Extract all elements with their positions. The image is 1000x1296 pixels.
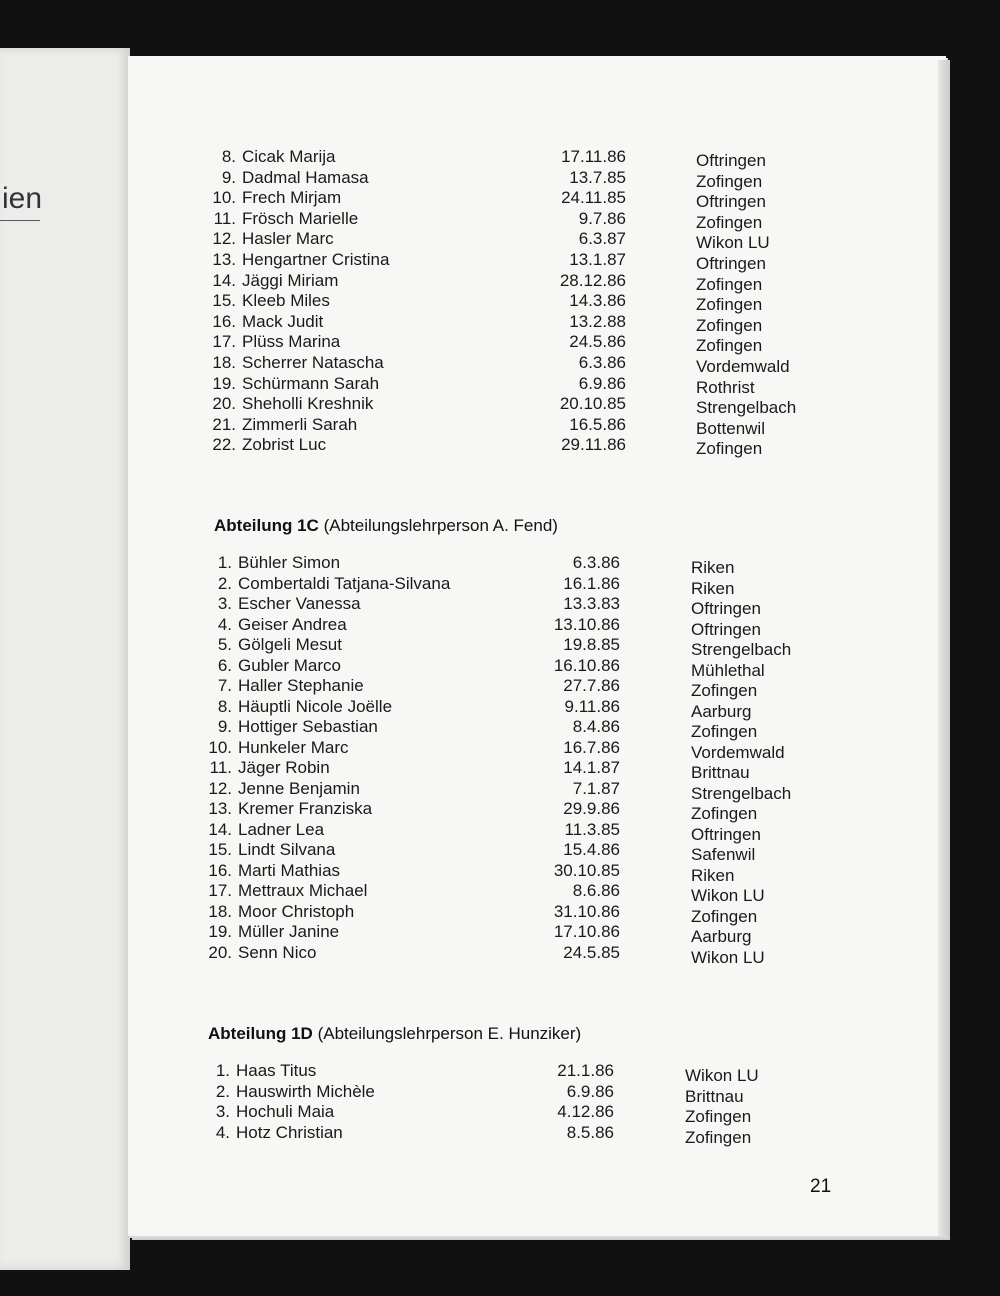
student-name: Hunkeler Marc: [238, 737, 349, 757]
birth-date: 6.3.86: [578, 353, 626, 372]
birth-date: 14.3.86: [569, 291, 626, 311]
table-row: [202, 553, 831, 577]
table-row: [202, 594, 831, 618]
birth-date: 13.2.88: [569, 311, 626, 331]
birth-date: 16.5.86: [569, 414, 626, 434]
student-name: Lindt Silvana: [238, 840, 336, 859]
birth-date: 6.9.86: [566, 1081, 614, 1101]
home-town: Oftringen: [691, 619, 761, 639]
table-row: [202, 676, 831, 700]
birth-date: 17.10.86: [553, 922, 620, 941]
table-row: [202, 778, 831, 803]
birth-date: 29.9.86: [563, 799, 620, 818]
table-row: [202, 840, 831, 864]
table-row: [206, 353, 836, 376]
student-name: Mack Judit: [242, 311, 324, 331]
birth-date: 30.10.85: [553, 860, 620, 880]
section-teacher: (Abteilungslehrperson E. Hunziker): [317, 1024, 582, 1043]
birth-date: 6.9.86: [578, 373, 626, 393]
home-town: Zofingen: [696, 315, 763, 335]
student-name: Cicak Marija: [242, 147, 336, 166]
row-number: 14.: [208, 819, 232, 839]
student-name: Zimmerli Sarah: [242, 414, 358, 434]
table-row: [202, 696, 831, 721]
table-row: [202, 881, 831, 905]
birth-date: 31.10.86: [553, 901, 620, 921]
student-name: Bühler Simon: [238, 553, 341, 572]
student-name: Haller Stephanie: [238, 676, 364, 695]
row-number: 16.: [212, 311, 236, 331]
row-number: 5.: [217, 635, 232, 654]
home-town: Brittnau: [691, 763, 750, 782]
table-row: [202, 860, 831, 885]
home-town: Oftringen: [691, 599, 761, 618]
row-number: 18.: [208, 901, 232, 921]
home-town: Oftringen: [696, 254, 766, 273]
home-town: Riken: [691, 865, 735, 885]
student-name: Scherrer Natascha: [242, 353, 384, 372]
birth-date: 11.3.85: [564, 819, 620, 839]
student-name: Geiser Andrea: [238, 614, 347, 634]
student-name: Haas Titus: [236, 1061, 317, 1080]
table-row: [206, 332, 836, 356]
student-name: Hotz Christian: [236, 1122, 343, 1142]
table-row: [202, 819, 831, 844]
student-name: Dadmal Hamasa: [242, 167, 369, 187]
student-name: Jäger Robin: [238, 758, 330, 777]
table-row: [206, 208, 836, 232]
table-row: [200, 1102, 825, 1127]
home-town: Zofingen: [696, 171, 763, 191]
home-town: Zofingen: [691, 722, 758, 741]
section-heading-1c: [214, 516, 558, 536]
table-row: [206, 270, 836, 294]
birth-date: 19.8.85: [563, 635, 620, 654]
home-town: Brittnau: [685, 1086, 744, 1106]
student-name: Mettraux Michael: [238, 881, 368, 900]
table-row: [202, 717, 831, 741]
row-number: 13.: [212, 250, 236, 269]
home-town: Safenwil: [691, 845, 756, 864]
table-row: [206, 373, 836, 397]
section-heading-1d: [208, 1024, 581, 1044]
row-number: 7.: [217, 676, 232, 695]
student-name: Hauswirth Michèle: [236, 1081, 375, 1101]
home-town: Strengelbach: [696, 398, 797, 418]
table-row: [202, 922, 831, 946]
birth-date: 4.12.86: [557, 1102, 614, 1122]
table-row: [206, 147, 836, 170]
birth-date: 24.5.85: [563, 942, 620, 962]
student-name: Hochuli Maia: [236, 1102, 335, 1122]
birth-date: 13.10.86: [553, 614, 620, 634]
row-number: 10.: [212, 188, 236, 208]
birth-date: 16.7.86: [563, 737, 620, 757]
home-town: Zofingen: [685, 1127, 752, 1147]
student-name: Marti Mathias: [238, 860, 341, 880]
table-row: [206, 188, 836, 212]
row-number: 2.: [215, 1081, 230, 1101]
birth-date: 8.6.86: [572, 881, 620, 900]
home-town: Aarburg: [691, 927, 752, 946]
table-row: [202, 799, 831, 823]
table-row: [202, 942, 831, 967]
row-number: 8.: [221, 147, 236, 166]
table-row: [200, 1122, 825, 1147]
birth-date: 16.1.86: [563, 573, 620, 593]
birth-date: 28.12.86: [559, 270, 626, 290]
table-row: [206, 250, 836, 273]
home-town: Zofingen: [696, 274, 763, 294]
table-row: [202, 737, 831, 762]
home-town: Riken: [691, 558, 735, 577]
birth-date: 7.1.87: [572, 778, 620, 798]
row-number: 20.: [208, 942, 232, 962]
student-name: Jenne Benjamin: [238, 778, 360, 798]
table-row: [206, 414, 836, 438]
previous-page-heading: ien: [2, 182, 43, 215]
home-town: Wikon LU: [696, 233, 770, 253]
section-title: Abteilung 1C: [214, 516, 319, 535]
previous-page-rule: [0, 220, 40, 221]
birth-date: 13.1.87: [569, 250, 626, 269]
birth-date: 6.3.86: [572, 553, 620, 572]
student-name: Jäggi Miriam: [242, 270, 339, 290]
student-name: Hottiger Sebastian: [238, 717, 378, 736]
row-number: 19.: [208, 922, 232, 941]
birth-date: 8.5.86: [566, 1122, 614, 1142]
row-number: 9.: [221, 167, 236, 187]
home-town: Vordemwald: [696, 357, 790, 376]
section-teacher: (Abteilungslehrperson A. Fend): [323, 516, 558, 535]
row-number: 4.: [215, 1122, 230, 1142]
table-row: [206, 229, 836, 253]
row-number: 20.: [212, 394, 236, 414]
birth-date: 24.11.85: [561, 188, 626, 208]
row-number: 17.: [212, 332, 236, 352]
row-number: 16.: [208, 860, 232, 880]
row-number: 1.: [217, 553, 232, 572]
row-number: 3.: [217, 594, 232, 613]
row-number: 15.: [208, 840, 232, 859]
row-number: 12.: [208, 778, 232, 798]
birth-date: 17.11.86: [561, 147, 626, 166]
birth-date: 13.7.85: [569, 167, 626, 187]
student-name: Gubler Marco: [238, 655, 341, 675]
birth-date: 16.10.86: [553, 655, 620, 675]
birth-date: 6.3.87: [578, 229, 626, 249]
home-town: Zofingen: [691, 681, 758, 700]
table-row: [200, 1061, 825, 1085]
table-row: [202, 614, 831, 639]
student-name: Kleeb Miles: [242, 291, 330, 311]
student-name: Combertaldi Tatjana-Silvana: [238, 573, 451, 593]
table-row: [200, 1081, 825, 1106]
page-edge: [938, 60, 948, 1236]
home-town: Strengelbach: [691, 783, 792, 803]
table-row: [206, 291, 836, 315]
student-name: Frösch Marielle: [242, 208, 359, 228]
row-number: 10.: [208, 737, 232, 757]
table-row: [202, 901, 831, 926]
home-town: Oftringen: [696, 151, 766, 170]
home-town: Zofingen: [691, 906, 758, 926]
student-name: Moor Christoph: [238, 901, 355, 921]
student-name: Ladner Lea: [238, 819, 325, 839]
student-name: Frech Mirjam: [242, 188, 342, 208]
birth-date: 20.10.85: [559, 394, 626, 414]
page-number: 21: [810, 1176, 832, 1197]
home-town: Rothrist: [696, 377, 755, 397]
row-number: 13.: [208, 799, 232, 818]
home-town: Zofingen: [685, 1107, 752, 1127]
row-number: 11.: [213, 208, 236, 228]
row-number: 3.: [215, 1102, 230, 1122]
student-name: Kremer Franziska: [238, 799, 373, 818]
previous-page: [0, 48, 130, 1270]
home-town: Zofingen: [696, 439, 763, 459]
student-name: Häuptli Nicole Joëlle: [238, 696, 393, 716]
home-town: Wikon LU: [685, 1066, 759, 1085]
table-row: [206, 394, 836, 418]
table-row: [206, 167, 836, 191]
birth-date: 9.11.86: [564, 696, 620, 716]
student-name: Escher Vanessa: [238, 594, 361, 613]
row-number: 4.: [217, 614, 232, 634]
student-name: Plüss Marina: [242, 332, 341, 352]
section-title: Abteilung 1D: [208, 1024, 313, 1043]
home-town: Wikon LU: [691, 947, 765, 967]
student-name: Müller Janine: [238, 922, 340, 941]
table-row: [202, 655, 831, 680]
home-town: Strengelbach: [691, 640, 792, 659]
home-town: Riken: [691, 578, 735, 598]
birth-date: 8.4.86: [572, 717, 620, 736]
table-row: [202, 573, 831, 598]
row-number: 6.: [217, 655, 232, 675]
home-town: Zofingen: [696, 336, 763, 356]
home-town: Oftringen: [691, 824, 761, 844]
student-name: Hengartner Cristina: [242, 250, 390, 269]
student-name: Senn Nico: [238, 942, 317, 962]
row-number: 2.: [217, 573, 232, 593]
student-name: Schürmann Sarah: [242, 373, 380, 393]
table-row: [202, 758, 831, 782]
home-town: Bottenwil: [696, 418, 765, 438]
home-town: Zofingen: [696, 212, 763, 232]
birth-date: 21.1.86: [557, 1061, 614, 1080]
home-town: Wikon LU: [691, 886, 765, 905]
table-row: [202, 635, 831, 659]
birth-date: 24.5.86: [569, 332, 626, 352]
row-number: 18.: [212, 353, 236, 372]
birth-date: 15.4.86: [563, 840, 620, 859]
student-name: Zobrist Luc: [242, 435, 327, 455]
birth-date: 14.1.87: [563, 758, 620, 777]
home-town: Vordemwald: [691, 742, 785, 762]
row-number: 1.: [215, 1061, 230, 1080]
home-town: Aarburg: [691, 701, 752, 721]
birth-date: 27.7.86: [563, 676, 620, 695]
row-number: 8.: [217, 696, 232, 716]
student-name: Gölgeli Mesut: [238, 635, 342, 654]
table-row: [206, 435, 836, 459]
home-town: Zofingen: [696, 295, 763, 315]
row-number: 22.: [212, 435, 236, 455]
student-name: Sheholli Kreshnik: [242, 394, 374, 414]
row-number: 19.: [212, 373, 236, 393]
home-town: Mühlethal: [691, 660, 765, 680]
row-number: 17.: [208, 881, 232, 900]
row-number: 9.: [217, 717, 232, 736]
row-number: 12.: [212, 229, 236, 249]
table-row: [206, 311, 836, 335]
row-number: 21.: [212, 414, 236, 434]
row-number: 14.: [212, 270, 236, 290]
row-number: 11.: [209, 758, 232, 777]
row-number: 15.: [212, 291, 236, 311]
birth-date: 9.7.86: [578, 208, 626, 228]
student-name: Hasler Marc: [242, 229, 334, 249]
home-town: Zofingen: [691, 804, 758, 823]
birth-date: 29.11.86: [561, 435, 626, 455]
birth-date: 13.3.83: [563, 594, 620, 613]
home-town: Oftringen: [696, 192, 766, 212]
